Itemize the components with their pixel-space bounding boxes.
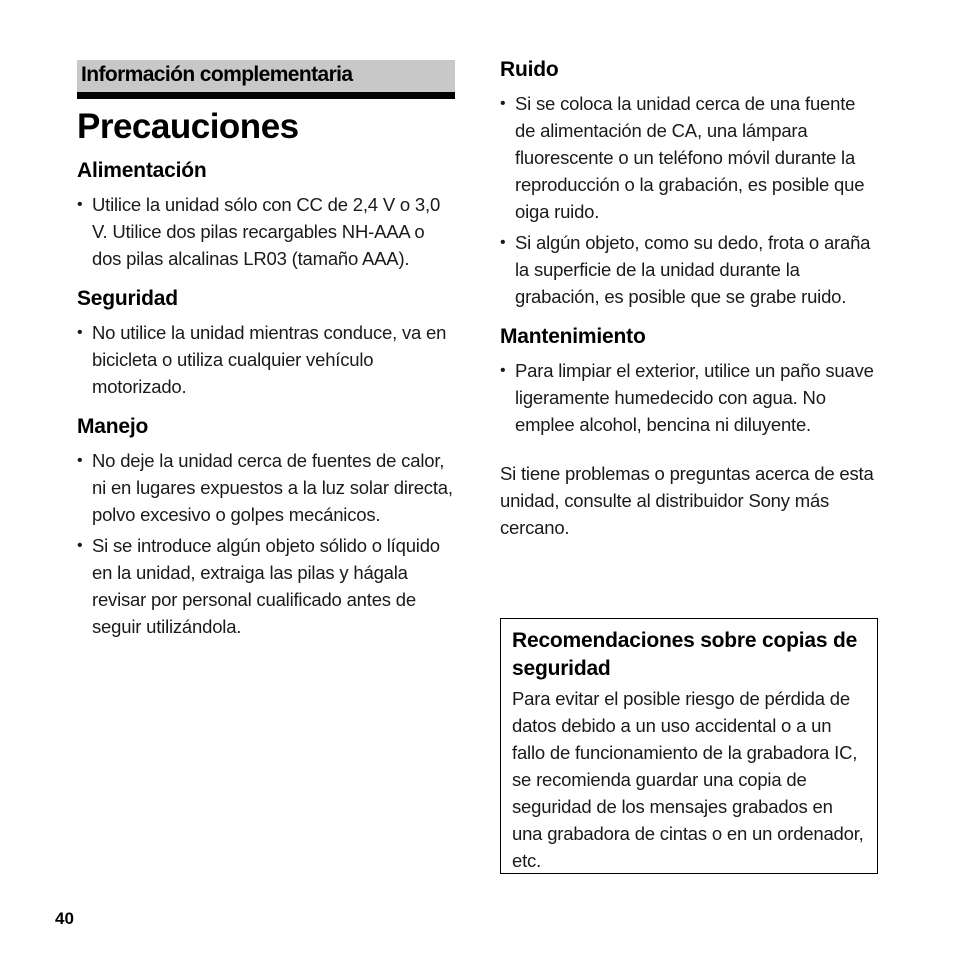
heading-ruido: Ruido	[500, 58, 559, 81]
list-item: • Si se introduce algún objeto sólido o líquido en la unidad, extraiga las pilas y hágala revisar por personal cualificado antes de seguir utilizándola.	[77, 532, 455, 640]
left-column	[77, 60, 455, 640]
heading-seguridad: Seguridad	[77, 287, 178, 310]
callout-title: Recomendaciones sobre copias de seguridad	[512, 629, 858, 680]
page-number: 40	[55, 909, 74, 928]
backup-recommendation-box	[500, 618, 878, 874]
list-item: • No deje la unidad cerca de fuentes de calor, ni en lugares expuestos a la luz solar directa, polvo excesivo o golpes mecánicos.	[77, 447, 455, 528]
heading-alimentacion: Alimentación	[77, 159, 207, 182]
section-header-band	[77, 60, 455, 99]
list-item: • Si algún objeto, como su dedo, frota o araña la superficie de la unidad durante la grabación, es posible que se grabe ruido.	[500, 229, 878, 310]
list-item: • Para limpiar el exterior, utilice un paño suave ligeramente humedecido con agua. No emplee alcohol, bencina ni diluyente.	[500, 357, 878, 438]
callout-body: Para evitar el posible riesgo de pérdida de datos debido a un uso accidental o a un fallo de funcionamiento de la grabadora IC, se recomienda guardar una copia de seguridad de los mensajes grabados en una grabadora de cintas o en un ordenador, etc.	[512, 688, 864, 871]
section-label: Información complementaria	[81, 63, 353, 86]
page-title: Precauciones	[77, 107, 299, 146]
list-manejo	[77, 447, 455, 640]
right-column	[500, 58, 878, 541]
list-seguridad	[77, 319, 455, 400]
heading-mantenimiento: Mantenimiento	[500, 325, 646, 348]
list-ruido	[500, 90, 878, 310]
list-item: • Utilice la unidad sólo con CC de 2,4 V o 3,0 V. Utilice dos pilas recargables NH-AAA o dos pilas alcalinas LR03 (tamaño AAA).	[77, 191, 455, 272]
contact-note: Si tiene problemas o preguntas acerca de esta unidad, consulte al distribuidor Sony más cercano.	[500, 463, 874, 538]
list-mantenimiento	[500, 357, 878, 438]
list-alimentacion	[77, 191, 455, 272]
list-item: • No utilice la unidad mientras conduce, va en bicicleta o utiliza cualquier vehículo motorizado.	[77, 319, 455, 400]
list-item: • Si se coloca la unidad cerca de una fuente de alimentación de CA, una lámpara fluorescente o un teléfono móvil durante la reproducción o la grabación, es posible que oiga ruido.	[500, 90, 878, 225]
heading-manejo: Manejo	[77, 415, 149, 438]
